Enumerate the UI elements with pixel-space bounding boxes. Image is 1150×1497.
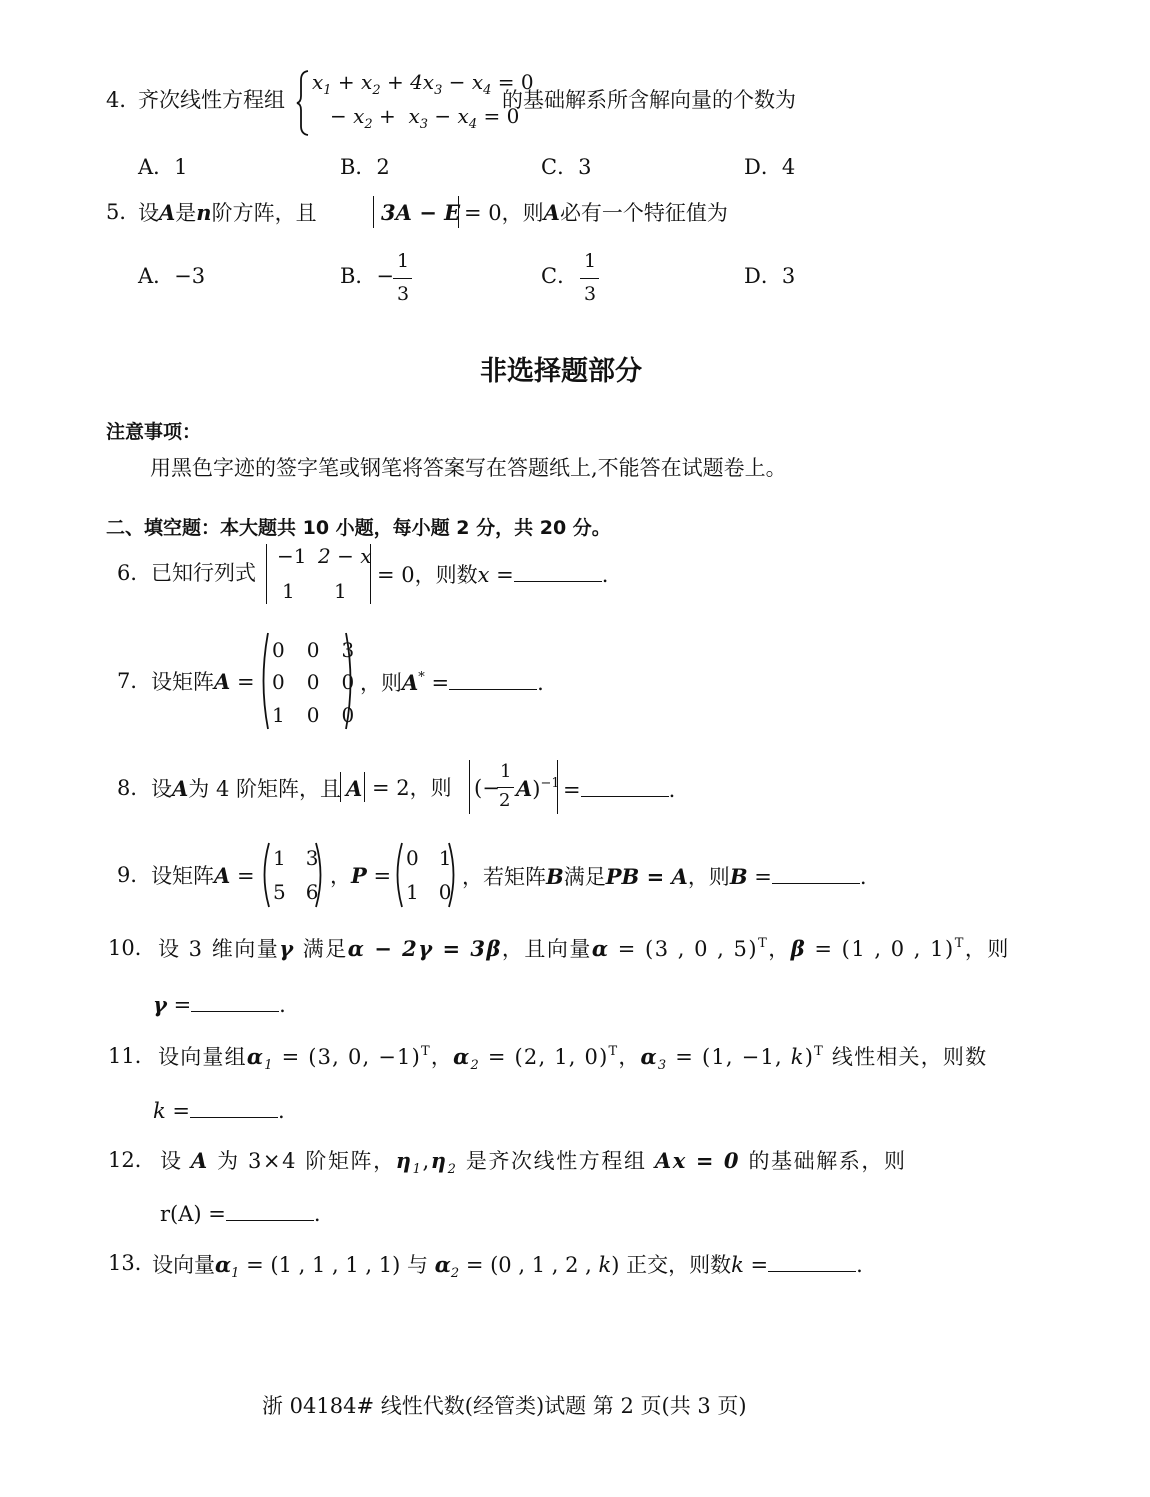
q5-text: 设A是n阶方阵，且	[138, 200, 317, 225]
q4-equation-1: $x_1 + x_2 + 4x_3 - x_4 = 0$	[312, 70, 534, 98]
q8-inner-a: A)$^{-1}$	[516, 776, 560, 801]
q6-number: 6．	[117, 561, 152, 585]
q8-frac-num: 1	[500, 761, 512, 782]
q8-det-right-bar	[557, 760, 558, 814]
q9-p-row-1: 0 1	[406, 846, 452, 870]
q12-line-2: r(A) = .	[160, 1202, 321, 1226]
q8-answer-blank[interactable]	[581, 778, 669, 797]
q9-a-row-1: 1 3	[273, 846, 319, 870]
q10-answer-blank[interactable]	[191, 993, 279, 1012]
q6-tail: = 0，则数x = .	[377, 563, 609, 587]
q5-number: 5．	[106, 200, 141, 224]
q7-right-paren	[344, 632, 356, 730]
q10-line-2: γ = .	[153, 992, 286, 1017]
q7-row-2: 0 0 0	[272, 670, 355, 694]
q11-line-1: 设向量组$\alpha_1 = (3$, 0, −1)$^T$，$\alpha_2 = (2$, 1, 0)$^T$，$\alpha_3 = (1$, −1, k)$^T$ 线性相关，则数	[158, 1044, 988, 1073]
q4-brace	[296, 70, 310, 136]
q6-det-left-bar	[266, 544, 267, 604]
q7-text: 设矩阵A =	[151, 669, 255, 694]
q6-det-right-bar	[370, 544, 371, 604]
q11-answer-blank[interactable]	[190, 1099, 278, 1118]
q8-number: 8．	[117, 776, 152, 800]
q4-text: 齐次线性方程组	[138, 88, 285, 112]
q9-answer-blank[interactable]	[772, 865, 860, 884]
q4-number: 4．	[106, 88, 141, 112]
q10-number: 10．	[108, 936, 156, 960]
q7-number: 7．	[117, 669, 152, 693]
q4-text-after: 的基础解系所含解向量的个数为	[502, 88, 796, 112]
q5-option-a: A．−3	[138, 264, 206, 288]
q6-text: 已知行列式	[151, 561, 256, 585]
q5-option-d: D．3	[744, 264, 796, 288]
q9-number: 9．	[117, 863, 152, 887]
q9-p-left-paren	[392, 842, 404, 908]
q5-option-c-fraction-bar	[580, 278, 599, 279]
q12-line-1: 设 A 为 3×4 阶矩阵，$\eta_1,\eta_2$ 是齐次线性方程组 Ax = 0 的基础解系，则	[160, 1148, 907, 1177]
q4-option-d: D．4	[744, 155, 796, 179]
q8-eq-2: = 2，则	[372, 776, 452, 800]
page-footer: 浙 04184# 线性代数(经管类)试题 第 2 页(共 3 页)	[262, 1394, 747, 1418]
q6-cell-12: 2 − x	[318, 544, 372, 568]
q11-line-2: k = .	[153, 1099, 285, 1123]
q5-option-c-denominator: 3	[584, 283, 597, 305]
q6-cell-11: −1	[277, 544, 307, 568]
q5-option-b: B．−	[340, 264, 395, 288]
q9-tail: ，若矩阵B满足PB = A，则B = .	[462, 864, 867, 889]
q7-row-1: 0 0 3	[272, 638, 355, 662]
q7-left-paren	[258, 632, 270, 730]
notice-body: 用黑色字迹的签字笔或钢笔将答案写在答题纸上,不能答在试题卷上。	[150, 456, 787, 480]
q9-a-right-paren	[314, 842, 326, 908]
q9-p-label: ，P =	[330, 863, 392, 888]
q5-det-expression: 3A − E	[381, 200, 461, 225]
notice-title: 注意事项：	[106, 421, 202, 443]
q8-det-a: A	[346, 776, 363, 801]
q9-a-row-2: 5 6	[273, 880, 319, 904]
q12-number: 12．	[108, 1148, 156, 1172]
q8-fraction-bar	[497, 787, 514, 788]
q13-answer-blank[interactable]	[768, 1253, 856, 1272]
q6-cell-21: 1	[282, 579, 295, 603]
q8-tail: = .	[563, 778, 676, 802]
q5-option-b-fraction-bar	[393, 278, 412, 279]
q8-det-left-bar	[469, 760, 470, 814]
q7-tail: ，则A* = .	[360, 670, 544, 695]
q8-open: (−	[474, 776, 500, 800]
q8-det-a-right-bar	[364, 772, 365, 802]
q5-option-b-numerator: 1	[397, 250, 410, 272]
q9-p-right-paren	[447, 842, 459, 908]
q7-answer-blank[interactable]	[449, 671, 537, 690]
q4-option-a: A．1	[138, 155, 188, 179]
section-2-title: 二、填空题：本大题共 10 小题，每小题 2 分，共 20 分。	[106, 517, 611, 539]
q13-line: 设向量$\alpha_1 = (1$ , 1 , 1 , 1) 与 $\alpha_2 = (0$ , 1 , 2 , k) 正交，则数k = .	[152, 1252, 863, 1281]
q12-answer-blank[interactable]	[226, 1202, 314, 1221]
q11-number: 11．	[108, 1044, 156, 1068]
q4-option-b: B．2	[340, 155, 390, 179]
q9-a-left-paren	[259, 842, 271, 908]
q5-option-c: C．	[541, 264, 579, 288]
q10-line-1: 设 3 维向量γ 满足α − 2γ = 3β，且向量α = (3 , 0 , 5)$^T$，β = (1 , 0 , 1)$^T$，则	[158, 936, 1010, 961]
q5-option-b-denominator: 3	[397, 283, 410, 305]
q6-cell-22: 1	[334, 579, 347, 603]
q4-equation-2: − $x_2 + x_3 - x_4 = 0$	[330, 104, 520, 132]
q13-number: 13．	[108, 1251, 156, 1275]
q6-answer-blank[interactable]	[514, 563, 602, 582]
q5-det-left-bar	[373, 196, 374, 228]
q5-tail: = 0，则A必有一个特征值为	[464, 200, 728, 225]
q9-text: 设矩阵A =	[151, 863, 255, 888]
section-heading: 非选择题部分	[480, 356, 642, 387]
q5-option-c-numerator: 1	[584, 250, 597, 272]
q5-det-right-bar	[458, 196, 459, 228]
q9-p-row-2: 1 0	[406, 880, 452, 904]
q8-text: 设A为 4 阶矩阵，且	[151, 776, 342, 801]
q4-option-c: C．3	[541, 155, 592, 179]
q7-row-3: 1 0 0	[272, 703, 355, 727]
q8-det-a-left-bar	[340, 772, 341, 802]
q8-frac-den: 2	[499, 790, 511, 811]
